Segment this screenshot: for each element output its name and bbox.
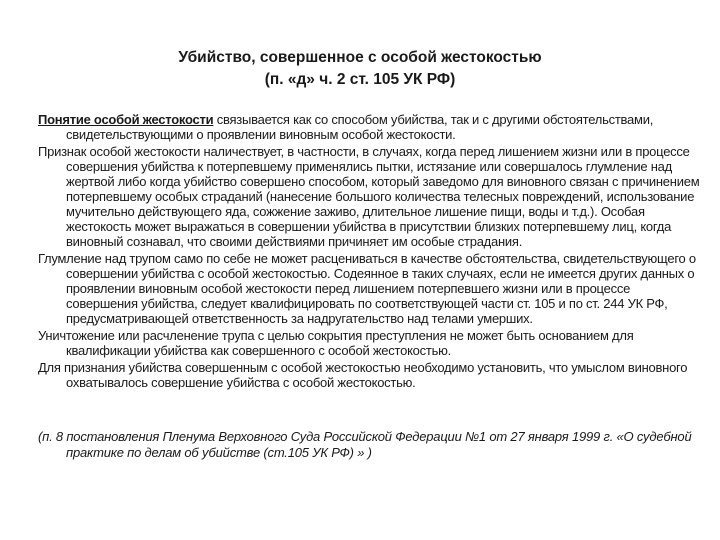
definition-text: связывается как со способом убийства, так и с другими обстоятельствами, свидетельствующими о проявлении виновным особой жестокости. [66,112,654,142]
paragraph-definition [38,112,700,142]
paragraph-corpse-mockery: Глумление над трупом само по себе не может расцениваться в качестве обстоятельства, свидетельствующего о совершении убийства с особой жестокостью. Содеянное в таких случаях, если не имеется других данных о проявлении виновным особой жестокости перед лишением потерпевшего жизни или в процессе совершения убийства, следует квалифицировать по соответствующей части ст. 105 и по ст. 244 УК РФ, предусматривающей ответственность за надругательство над телами умерших. [38,251,696,326]
body-text [38,112,700,392]
title-line-1: Убийство, совершенное с особой жестокостью [178,49,542,66]
citation: (п. 8 постановления Пленума Верховного Суда Российской Федерации №1 от 27 января 1999 г. «О судебной практике по делам об убийстве (ст.105 УК РФ) » ) [38,429,692,460]
slide-title [0,47,720,91]
paragraph-sign: Признак особой жестокости наличествует, в частности, в случаях, когда перед лишением жизни или в процессе совершения убийства к потерпевшему применялись пытки, истязание или совершалось глумление над жертвой либо когда убийство совершено способом, который заведомо для виновного связан с причинением потерпевшему особых страданий (нанесение большого количества телесных повреждений, использование мучительно действующего яда, сожжение заживо, длительное лишение пищи, воды и т.д.). Особая жестокость может выражаться в совершении убийства в присутствии близких потерпевшему лиц, когда виновный сознавал, что своими действиями причиняет им особые страдания. [38,144,700,249]
defined-term: Понятие особой жестокости [38,112,214,127]
paragraph-intent: Для признания убийства совершенным с особой жестокостью необходимо установить, что умыслом виновного охватывалось совершение убийства с особой жестокостью. [38,360,688,390]
title-line-2: (п. «д» ч. 2 ст. 105 УК РФ) [264,71,456,88]
paragraph-dismemberment: Уничтожение или расчленение трупа с целью сокрытия преступления не может быть основанием для квалификации убийства как совершенного с особой жестокостью. [38,328,634,358]
